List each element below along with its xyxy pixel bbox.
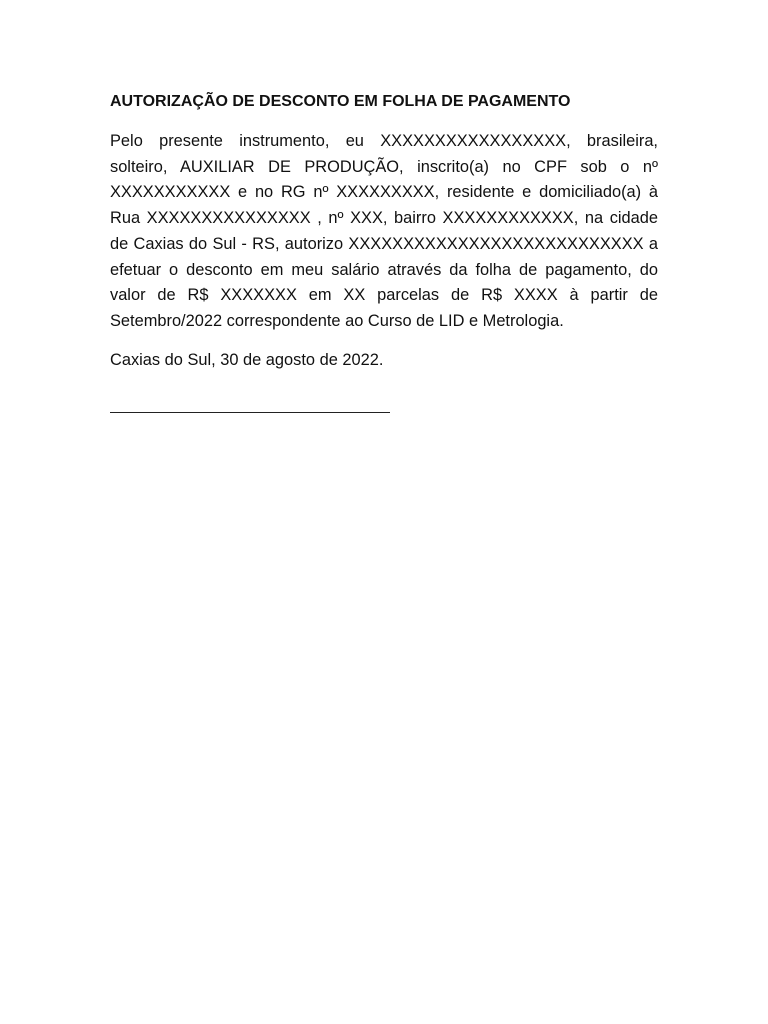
document-title: AUTORIZAÇÃO DE DESCONTO EM FOLHA DE PAGAMENTO [110, 93, 571, 110]
document-content [110, 90, 658, 372]
signature-line [110, 412, 390, 413]
date-place-line: Caxias do Sul, 30 de agosto de 2022. [110, 350, 384, 369]
authorization-paragraph: Pelo presente instrumento, eu XXXXXXXXXXXXXXXXX, brasileira, solteiro, AUXILIAR DE PRODUÇÃO, inscrito(a) no CPF sob o nº XXXXXXXXXXX e no RG nº XXXXXXXXX, residente e domiciliado(a) à Rua XXXXXXXXXXXXXXX , nº XXX, bairro XXXXXXXXXXXX, na cidade de Caxias do Sul - RS, autorizo XXXXXXXXXXXXXXXXXXXXXXXXXXX a efetuar o desconto em meu salário através da folha de pagamento, do valor de R$ XXXXXXX em XX parcelas de R$ XXXX à partir de Setembro/2022 correspondente ao Curso de LID e Metrologia. [110, 132, 658, 330]
